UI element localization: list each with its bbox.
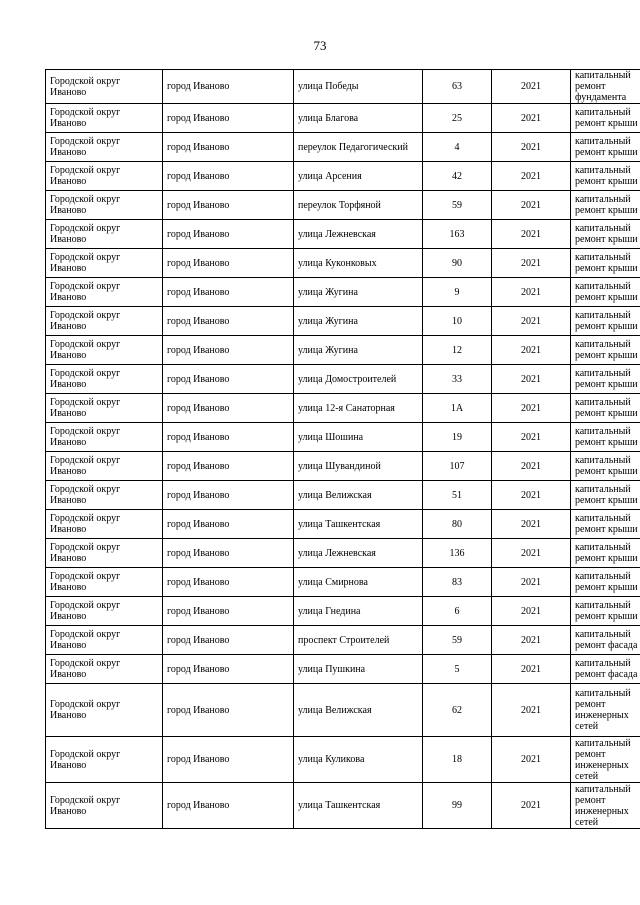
house-number-cell: 59 xyxy=(423,191,492,220)
work-type-cell: капитальный ремонт крыши xyxy=(571,481,640,510)
work-type-cell: капитальный ремонт крыши xyxy=(571,452,640,481)
street-cell: улица Гнедина xyxy=(294,597,423,626)
year-cell: 2021 xyxy=(492,278,571,307)
city-cell: город Иваново xyxy=(163,783,294,829)
work-type-cell: капитальный ремонт крыши xyxy=(571,568,640,597)
district-cell: Городской округ Иваново xyxy=(46,539,163,568)
table-row xyxy=(46,452,640,481)
house-number-cell: 12 xyxy=(423,336,492,365)
city-cell: город Иваново xyxy=(163,394,294,423)
work-type-cell: капитальный ремонт крыши xyxy=(571,133,640,162)
city-cell: город Иваново xyxy=(163,133,294,162)
house-number-cell: 10 xyxy=(423,307,492,336)
district-cell: Городской округ Иваново xyxy=(46,104,163,133)
house-number-cell: 136 xyxy=(423,539,492,568)
street-cell: переулок Педагогический xyxy=(294,133,423,162)
table-row xyxy=(46,737,640,783)
house-number-cell: 9 xyxy=(423,278,492,307)
street-cell: улица Жугина xyxy=(294,278,423,307)
table-row xyxy=(46,568,640,597)
district-cell: Городской округ Иваново xyxy=(46,70,163,104)
street-cell: улица Пушкина xyxy=(294,655,423,684)
street-cell: проспект Строителей xyxy=(294,626,423,655)
table-row xyxy=(46,133,640,162)
district-cell: Городской округ Иваново xyxy=(46,133,163,162)
house-number-cell: 33 xyxy=(423,365,492,394)
city-cell: город Иваново xyxy=(163,423,294,452)
table-row xyxy=(46,70,640,104)
work-type-cell: капитальный ремонт крыши xyxy=(571,307,640,336)
table-row xyxy=(46,481,640,510)
street-cell: улица Шошина xyxy=(294,423,423,452)
house-number-cell: 63 xyxy=(423,70,492,104)
table-row xyxy=(46,655,640,684)
house-number-cell: 51 xyxy=(423,481,492,510)
work-type-cell: капитальный ремонт фасада xyxy=(571,655,640,684)
city-cell: город Иваново xyxy=(163,70,294,104)
city-cell: город Иваново xyxy=(163,162,294,191)
district-cell: Городской округ Иваново xyxy=(46,307,163,336)
work-type-cell: капитальный ремонт крыши xyxy=(571,278,640,307)
year-cell: 2021 xyxy=(492,452,571,481)
city-cell: город Иваново xyxy=(163,481,294,510)
table-row xyxy=(46,220,640,249)
work-type-cell: капитальный ремонт фасада xyxy=(571,626,640,655)
street-cell: улица Смирнова xyxy=(294,568,423,597)
district-cell: Городской округ Иваново xyxy=(46,365,163,394)
district-cell: Городской округ Иваново xyxy=(46,278,163,307)
district-cell: Городской округ Иваново xyxy=(46,655,163,684)
city-cell: город Иваново xyxy=(163,249,294,278)
work-type-cell: капитальный ремонт инженерных сетей xyxy=(571,684,640,737)
table-row xyxy=(46,597,640,626)
year-cell: 2021 xyxy=(492,70,571,104)
year-cell: 2021 xyxy=(492,191,571,220)
city-cell: город Иваново xyxy=(163,568,294,597)
year-cell: 2021 xyxy=(492,481,571,510)
district-cell: Городской округ Иваново xyxy=(46,481,163,510)
house-number-cell: 62 xyxy=(423,684,492,737)
table-row xyxy=(46,365,640,394)
year-cell: 2021 xyxy=(492,684,571,737)
street-cell: улица Куликова xyxy=(294,737,423,783)
work-type-cell: капитальный ремонт крыши xyxy=(571,162,640,191)
year-cell: 2021 xyxy=(492,737,571,783)
district-cell: Городской округ Иваново xyxy=(46,336,163,365)
street-cell: улица Благова xyxy=(294,104,423,133)
district-cell: Городской округ Иваново xyxy=(46,423,163,452)
district-cell: Городской округ Иваново xyxy=(46,684,163,737)
street-cell: переулок Торфяной xyxy=(294,191,423,220)
work-type-cell: капитальный ремонт крыши xyxy=(571,510,640,539)
year-cell: 2021 xyxy=(492,655,571,684)
city-cell: город Иваново xyxy=(163,737,294,783)
street-cell: улица Куконковых xyxy=(294,249,423,278)
city-cell: город Иваново xyxy=(163,191,294,220)
district-cell: Городской округ Иваново xyxy=(46,568,163,597)
year-cell: 2021 xyxy=(492,539,571,568)
house-number-cell: 19 xyxy=(423,423,492,452)
street-cell: улица Ташкентская xyxy=(294,783,423,829)
district-cell: Городской округ Иваново xyxy=(46,597,163,626)
house-number-cell: 6 xyxy=(423,597,492,626)
house-number-cell: 107 xyxy=(423,452,492,481)
year-cell: 2021 xyxy=(492,104,571,133)
year-cell: 2021 xyxy=(492,394,571,423)
house-number-cell: 99 xyxy=(423,783,492,829)
street-cell: улица Арсения xyxy=(294,162,423,191)
year-cell: 2021 xyxy=(492,249,571,278)
year-cell: 2021 xyxy=(492,336,571,365)
city-cell: город Иваново xyxy=(163,220,294,249)
work-type-cell: капитальный ремонт крыши xyxy=(571,539,640,568)
street-cell: улица Победы xyxy=(294,70,423,104)
table-row xyxy=(46,539,640,568)
year-cell: 2021 xyxy=(492,423,571,452)
city-cell: город Иваново xyxy=(163,365,294,394)
table-row xyxy=(46,626,640,655)
street-cell: улица Шувандиной xyxy=(294,452,423,481)
city-cell: город Иваново xyxy=(163,684,294,737)
work-type-cell: капитальный ремонт крыши xyxy=(571,394,640,423)
table-row xyxy=(46,510,640,539)
city-cell: город Иваново xyxy=(163,597,294,626)
district-cell: Городской округ Иваново xyxy=(46,162,163,191)
house-number-cell: 25 xyxy=(423,104,492,133)
work-type-cell: капитальный ремонт крыши xyxy=(571,104,640,133)
street-cell: улица Домостроителей xyxy=(294,365,423,394)
work-type-cell: капитальный ремонт крыши xyxy=(571,191,640,220)
table-row xyxy=(46,783,640,829)
city-cell: город Иваново xyxy=(163,104,294,133)
house-number-cell: 42 xyxy=(423,162,492,191)
street-cell: улица Жугина xyxy=(294,336,423,365)
year-cell: 2021 xyxy=(492,365,571,394)
work-type-cell: капитальный ремонт крыши xyxy=(571,365,640,394)
street-cell: улица Лежневская xyxy=(294,539,423,568)
work-type-cell: капитальный ремонт инженерных сетей xyxy=(571,783,640,829)
page-number: 73 xyxy=(313,38,327,53)
year-cell: 2021 xyxy=(492,597,571,626)
city-cell: город Иваново xyxy=(163,336,294,365)
house-number-cell: 83 xyxy=(423,568,492,597)
street-cell: улица 12-я Санаторная xyxy=(294,394,423,423)
year-cell: 2021 xyxy=(492,220,571,249)
work-type-cell: капитальный ремонт крыши xyxy=(571,423,640,452)
district-cell: Городской округ Иваново xyxy=(46,191,163,220)
city-cell: город Иваново xyxy=(163,307,294,336)
work-type-cell: капитальный ремонт инженерных сетей xyxy=(571,737,640,783)
street-cell: улица Лежневская xyxy=(294,220,423,249)
table-row xyxy=(46,394,640,423)
house-number-cell: 4 xyxy=(423,133,492,162)
year-cell: 2021 xyxy=(492,626,571,655)
table-row xyxy=(46,162,640,191)
city-cell: город Иваново xyxy=(163,539,294,568)
district-cell: Городской округ Иваново xyxy=(46,626,163,655)
table-row xyxy=(46,336,640,365)
district-cell: Городской округ Иваново xyxy=(46,510,163,539)
repair-registry-table xyxy=(45,69,640,829)
year-cell: 2021 xyxy=(492,307,571,336)
district-cell: Городской округ Иваново xyxy=(46,220,163,249)
table-row xyxy=(46,191,640,220)
house-number-cell: 90 xyxy=(423,249,492,278)
district-cell: Городской округ Иваново xyxy=(46,249,163,278)
year-cell: 2021 xyxy=(492,162,571,191)
city-cell: город Иваново xyxy=(163,452,294,481)
work-type-cell: капитальный ремонт крыши xyxy=(571,336,640,365)
district-cell: Городской округ Иваново xyxy=(46,737,163,783)
table-row xyxy=(46,249,640,278)
house-number-cell: 163 xyxy=(423,220,492,249)
house-number-cell: 1А xyxy=(423,394,492,423)
table-row xyxy=(46,684,640,737)
house-number-cell: 5 xyxy=(423,655,492,684)
street-cell: улица Велижская xyxy=(294,481,423,510)
house-number-cell: 18 xyxy=(423,737,492,783)
street-cell: улица Жугина xyxy=(294,307,423,336)
table-row xyxy=(46,307,640,336)
city-cell: город Иваново xyxy=(163,510,294,539)
city-cell: город Иваново xyxy=(163,278,294,307)
work-type-cell: капитальный ремонт крыши xyxy=(571,249,640,278)
district-cell: Городской округ Иваново xyxy=(46,394,163,423)
district-cell: Городской округ Иваново xyxy=(46,452,163,481)
street-cell: улица Велижская xyxy=(294,684,423,737)
table-row xyxy=(46,104,640,133)
year-cell: 2021 xyxy=(492,133,571,162)
work-type-cell: капитальный ремонт крыши xyxy=(571,220,640,249)
district-cell: Городской округ Иваново xyxy=(46,783,163,829)
city-cell: город Иваново xyxy=(163,626,294,655)
table-row xyxy=(46,423,640,452)
house-number-cell: 59 xyxy=(423,626,492,655)
year-cell: 2021 xyxy=(492,568,571,597)
table-body xyxy=(46,70,640,829)
table-row xyxy=(46,278,640,307)
year-cell: 2021 xyxy=(492,510,571,539)
year-cell: 2021 xyxy=(492,783,571,829)
street-cell: улица Ташкентская xyxy=(294,510,423,539)
work-type-cell: капитальный ремонт крыши xyxy=(571,597,640,626)
house-number-cell: 80 xyxy=(423,510,492,539)
city-cell: город Иваново xyxy=(163,655,294,684)
work-type-cell: капитальный ремонт фундамента xyxy=(571,70,640,104)
